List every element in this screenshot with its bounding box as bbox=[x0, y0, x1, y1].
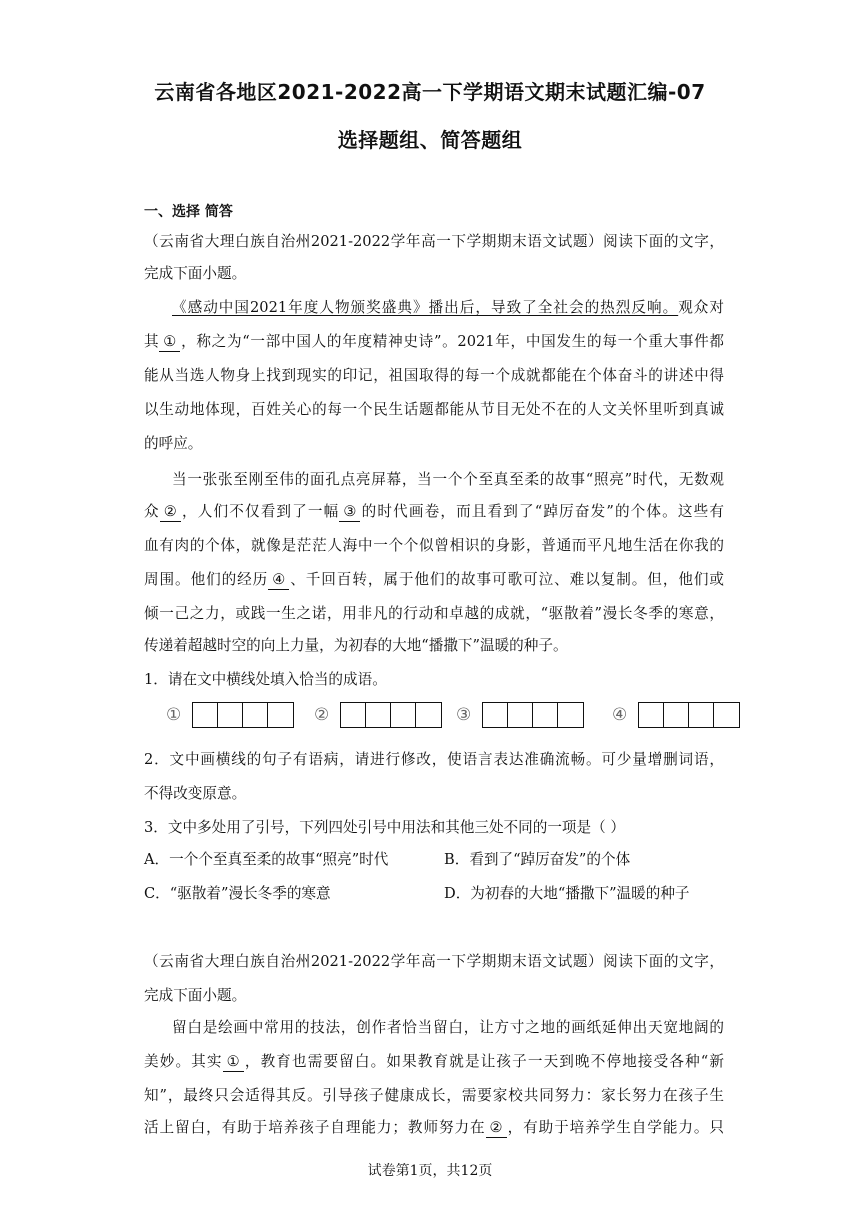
blank-5: ① bbox=[223, 1053, 244, 1072]
passage1-line5: 的呼应。 bbox=[144, 435, 203, 452]
passage2-line5: 倾一己之力，或践一生之诺，用非凡的行动和卓越的成就，“驱散着”漫长冬季的寒意， bbox=[144, 605, 724, 622]
answer-cells-1[interactable] bbox=[192, 702, 294, 728]
answer-cells-2[interactable] bbox=[340, 702, 442, 728]
group2-instruction: 完成下面小题。 bbox=[144, 987, 247, 1004]
question-2-cont: 不得改变原意。 bbox=[144, 785, 247, 802]
passage1-line3: 能从当选人物身上找到现实的印记，祖国取得的每一个成就都能在个体奋斗的讲述中得 bbox=[144, 367, 724, 384]
passage2-line2: 众 ② ，人们不仅看到了一幅 ③ 的时代画卷，而且看到了“踔厉奋发”的个体。这些有 bbox=[144, 503, 724, 520]
option-b[interactable]: B．看到了“踔厉奋发”的个体 bbox=[444, 851, 631, 868]
question-3: 3．文中多处用了引号，下列四处引号中用法和其他三处不同的一项是（ ） bbox=[144, 819, 625, 836]
group2-source: （云南省大理白族自治州2021-2022学年高一下学期期末语文试题）阅读下面的文字， bbox=[144, 953, 724, 970]
section-heading: 一、选择 简答 bbox=[144, 204, 233, 220]
blank-3: ③ bbox=[339, 503, 360, 522]
passage2-line1: 当一张张至刚至伟的面孔点亮屏幕，当一个个至真至柔的故事“照亮”时代，无数观 bbox=[172, 471, 724, 488]
question-2: 2．文中画横线的句子有语病，请进行修改，使语言表达准确流畅。可少量增删词语， bbox=[144, 751, 724, 768]
blank-1: ① bbox=[159, 333, 180, 352]
group1-instruction: 完成下面小题。 bbox=[144, 265, 247, 282]
passage3-line2: 美妙。其实 ① ，教育也需要留白。如果教育就是让孩子一天到晚不停地接受各种“新 bbox=[144, 1053, 724, 1070]
group1-source: （云南省大理白族自治州2021-2022学年高一下学期期末语文试题）阅读下面的文字， bbox=[144, 233, 724, 250]
question-1: 1．请在文中横线处填入恰当的成语。 bbox=[144, 671, 387, 688]
passage1-line2: 其 ① ，称之为“一部中国人的年度精神史诗”。2021年，中国发生的每一个重大事件都 bbox=[144, 333, 724, 350]
answer-group-3 bbox=[456, 702, 584, 728]
passage1-line1: 《感动中国2021年度人物颁奖盛典》播出后，导致了全社会的热烈反响。观众对 bbox=[172, 299, 724, 316]
passage3-line1: 留白是绘画中常用的技法，创作者恰当留白，让方寸之地的画纸延伸出天宽地阔的 bbox=[172, 1019, 724, 1036]
option-d[interactable]: D．为初春的大地“播撒下”温暖的种子 bbox=[444, 885, 690, 902]
blank-6: ② bbox=[486, 1119, 507, 1138]
option-a[interactable]: A．一个个至真至柔的故事“照亮”时代 bbox=[144, 851, 389, 868]
answer-cells-3[interactable] bbox=[482, 702, 584, 728]
passage3-line3: 知”，最终只会适得其反。引导孩子健康成长，需要家校共同努力：家长努力在孩子生 bbox=[144, 1087, 724, 1104]
page-footer: 试卷第1页，共12页 bbox=[367, 1163, 493, 1179]
box-label-2: ② bbox=[314, 705, 330, 725]
box-label-1: ① bbox=[166, 705, 182, 725]
passage2-line6: 传递着超越时空的向上力量，为初春的大地“播撒下”温暖的种子。 bbox=[144, 637, 568, 654]
passage1-line4: 以生动地体现，百姓关心的每一个民生话题都能从节目无处不在的人文关怀里听到真诚 bbox=[144, 401, 724, 418]
passage3-line4: 活上留白，有助于培养孩子自理能力；教师努力在 ② ，有助于培养学生自学能力。只 bbox=[144, 1119, 724, 1136]
blank-4: ④ bbox=[268, 571, 289, 590]
page-title: 云南省各地区2021-2022高一下学期语文期末试题汇编-07 bbox=[154, 80, 706, 104]
page-subtitle: 选择题组、简答题组 bbox=[337, 128, 523, 152]
answer-group-1 bbox=[166, 702, 294, 728]
answer-cells-4[interactable] bbox=[638, 702, 740, 728]
box-label-3: ③ bbox=[456, 705, 472, 725]
underlined-sentence: 《感动中国2021年度人物颁奖盛典》播出后，导致了全社会的热烈反响。 bbox=[172, 299, 679, 316]
passage2-line4: 周围。他们的经历 ④ 、千回百转，属于他们的故事可歌可泣、难以复制。但，他们或 bbox=[144, 571, 724, 588]
box-label-4: ④ bbox=[612, 705, 628, 725]
answer-group-2 bbox=[314, 702, 442, 728]
blank-2: ② bbox=[160, 503, 181, 522]
option-c[interactable]: C．“驱散着”漫长冬季的寒意 bbox=[144, 885, 331, 902]
answer-group-4 bbox=[612, 702, 740, 728]
passage2-line3: 血有肉的个体，就像是茫茫人海中一个个似曾相识的身影，普通而平凡地生活在你我的 bbox=[144, 537, 724, 554]
